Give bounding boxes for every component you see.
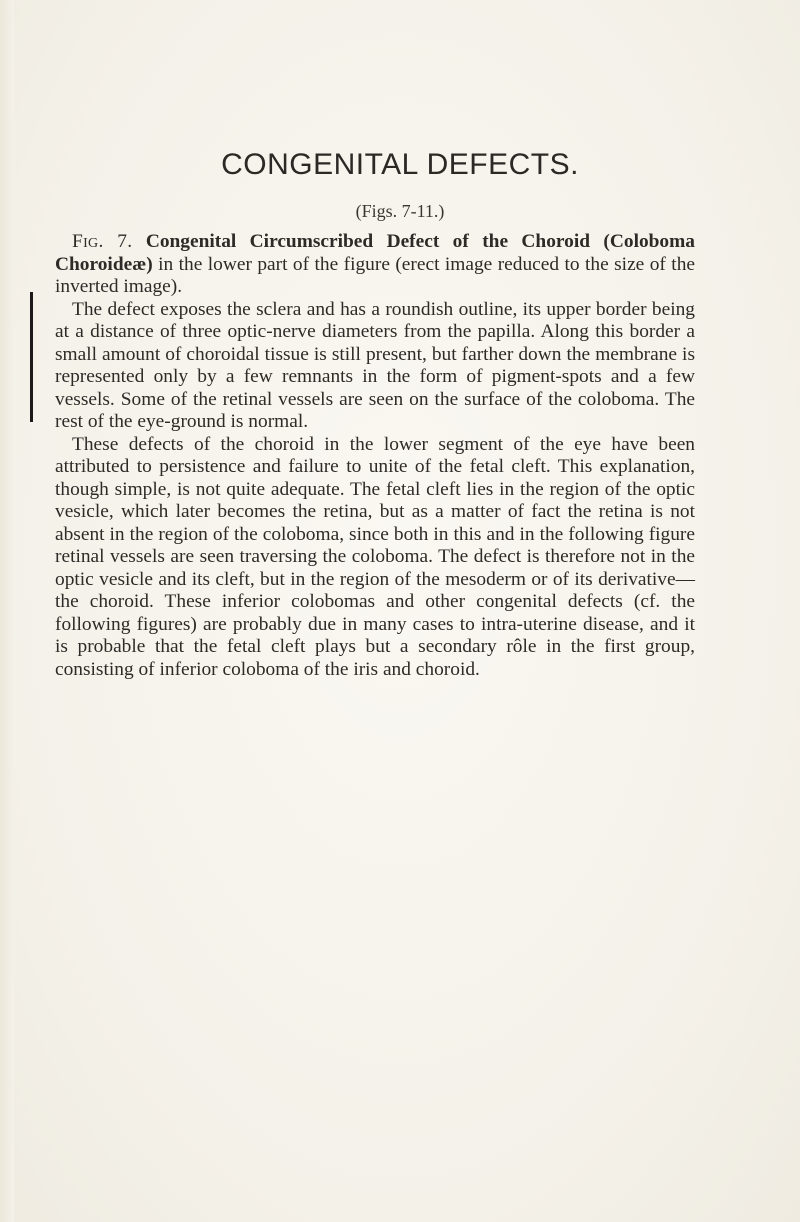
paragraph: The defect exposes the sclera and has a roundish outline, its upper border being at a distance of three optic-nerve diameters from the papilla. Along this border a small amount of choroidal tissue is still present, but farther down the membrane is represented only by a few remnants in the form of pigment-spots and a few vessels. Some of the retinal vessels are seen on the surface of the coloboma. The rest of the eye-ground is normal.	[55, 298, 695, 432]
margin-line-mark	[30, 292, 33, 422]
figure-caption	[55, 231, 695, 299]
body-text	[55, 231, 695, 681]
chapter-title: CONGENITAL DEFECTS.	[221, 148, 579, 181]
figure-range: (Figs. 7-11.)	[355, 201, 445, 221]
figure-label: Fig. 7.	[72, 231, 133, 252]
figure-title: Congenital Circumscribed Defect of the Choroid (Coloboma Choroideæ)	[55, 231, 695, 275]
ink-mark	[374, 1000, 386, 1018]
paragraph: These defects of the choroid in the lower segment of the eye have been attributed to persistence and failure to unite of the fetal cleft. This explanation, though simple, is not quite adequate. The fetal cleft lies in the region of the optic vesicle, which later becomes the retina, but as a matter of fact the retina is not absent in the region of the coloboma, since both in this and in the following figure retinal vessels are seen traversing the coloboma. The defect is therefore not in the optic vesicle and its cleft, but in the region of the mesoderm or of its derivative—the choroid. These inferior colobomas and other congenital defects (cf. the following figures) are probably due in many cases to intra-uterine disease, and it is probable that the fetal cleft plays but a secondary rôle in the first group, consisting of inferior coloboma of the iris and choroid.	[55, 433, 695, 680]
figure-caption-rest: in the lower part of the figure (erect image reduced to the size of the inverted image).	[55, 253, 695, 297]
page-gutter	[0, 0, 14, 1222]
